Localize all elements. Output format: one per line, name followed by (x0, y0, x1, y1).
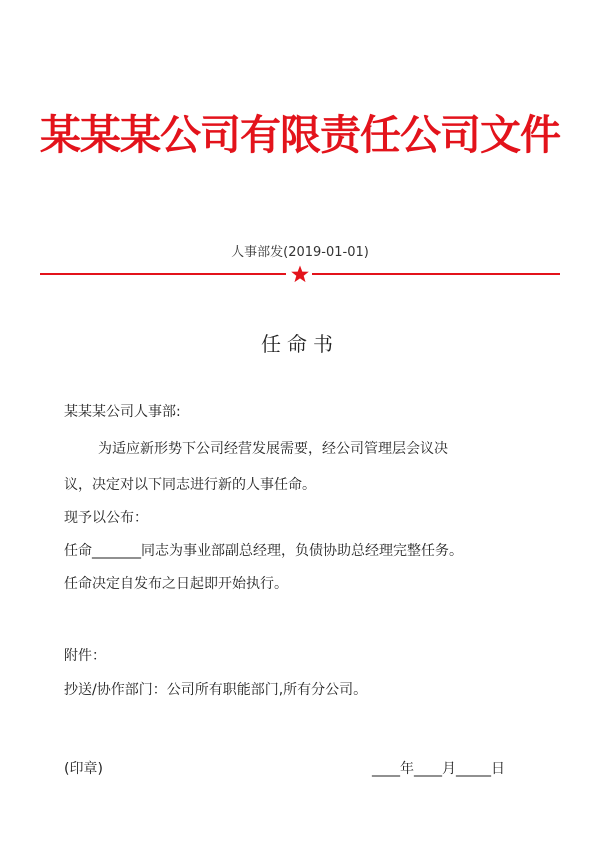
cc-line: 抄送/协作部门：公司所有职能部门,所有分公司。 (64, 682, 368, 698)
header-divider-right (312, 273, 560, 275)
star-icon (290, 264, 310, 284)
seal-placeholder: (印章) (64, 761, 103, 777)
header-divider-left (40, 273, 286, 275)
salutation: 某某某公司人事部: (64, 404, 181, 420)
announcement-line: 现予以公布： (64, 510, 148, 526)
attachment-label: 附件： (64, 648, 106, 664)
effective-line: 任命决定自发布之日起即开始执行。 (64, 576, 288, 592)
document-number: 人事部发(2019-01-01) (231, 245, 369, 260)
body-paragraph-line-2: 议，决定对以下同志进行新的人事任命。 (64, 477, 316, 493)
date-placeholder: ____年____月_____日 (372, 761, 505, 777)
document-header-title: 某某某公司有限责任公司文件 (40, 111, 560, 159)
document-type-title: 任命书 (261, 332, 339, 356)
body-paragraph-line-1: 为适应新形势下公司经营发展需要，经公司管理层会议决 (98, 441, 448, 457)
appointment-line: 任命_______同志为事业部副总经理，负债协助总经理完整任务。 (64, 543, 463, 559)
